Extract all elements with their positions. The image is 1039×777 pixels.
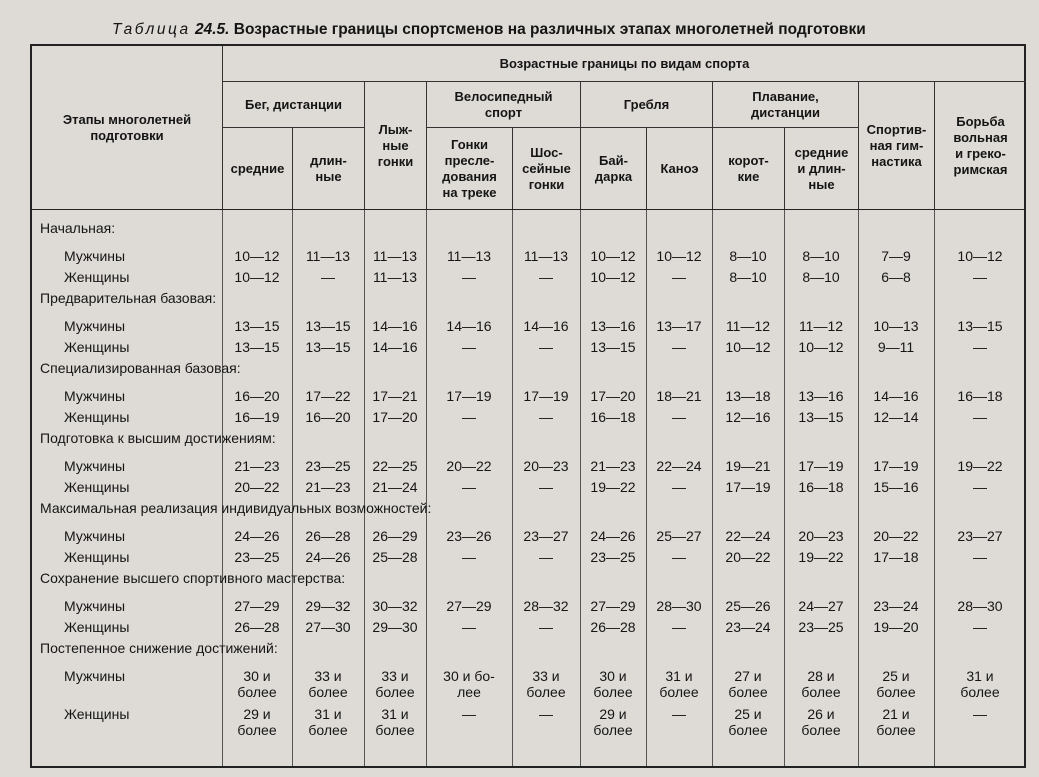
table-cell: 20—22 (234, 479, 280, 495)
table-cell: 26—28 (234, 619, 280, 635)
table-cell: 16—18 (798, 479, 844, 495)
table-cell: 8—10 (729, 269, 767, 285)
table-cell: 17—20 (590, 388, 636, 404)
table-cell: 27—29 (590, 598, 636, 614)
table-cell: 23—24 (725, 619, 771, 635)
table-cell: 10—12 (234, 248, 280, 264)
table-cell: 20—22 (873, 528, 919, 544)
stage-heading: Постепенное снижение достижений: (40, 640, 278, 656)
stage-heading: Сохранение высшего спортивного мастерства: (40, 570, 346, 586)
table-cell: 31 и более (960, 668, 1000, 700)
caption-lead: Таблица (112, 21, 191, 38)
table-cell: 17—19 (725, 479, 771, 495)
header-run: Бег, дистанции (222, 82, 364, 128)
table-cell: 19—21 (725, 458, 771, 474)
table-cell: — (973, 409, 987, 425)
table-cell: 16—20 (305, 409, 351, 425)
table-cell: 30 и более (593, 668, 633, 700)
table-cell: 20—23 (798, 528, 844, 544)
table-cell: 7—9 (881, 248, 911, 264)
table-cell: 17—22 (305, 388, 351, 404)
table-cell: 26—29 (372, 528, 418, 544)
table-cell: — (672, 706, 686, 722)
table-cell: — (462, 409, 476, 425)
table-cell: 24—27 (798, 598, 844, 614)
table-cell: 13—15 (305, 318, 351, 334)
table-cell: — (539, 339, 553, 355)
table-cell: 26—28 (305, 528, 351, 544)
table-cell: 11—12 (725, 318, 771, 334)
stage-heading: Начальная: (40, 220, 116, 236)
table-cell: 33 и более (375, 668, 415, 700)
table-cell: — (672, 339, 686, 355)
table-cell: — (539, 269, 553, 285)
table-cell: — (539, 706, 553, 722)
table-cell: 23—25 (590, 549, 636, 565)
table-cell: 14—16 (523, 318, 569, 334)
table-cell: — (672, 619, 686, 635)
row-label: Мужчины (64, 318, 126, 334)
table-cell: 9—11 (877, 339, 915, 355)
table-cell: 31 и более (659, 668, 699, 700)
table-cell: 13—15 (305, 339, 351, 355)
table-cell: — (672, 549, 686, 565)
table-cell: 23—27 (523, 528, 569, 544)
table-cell: 23—24 (873, 598, 919, 614)
table-cell: 23—26 (446, 528, 492, 544)
table-cell: 21—23 (305, 479, 351, 495)
table-cell: 27—29 (446, 598, 492, 614)
table-header (32, 46, 1024, 209)
table-cell: 26—28 (590, 619, 636, 635)
table-cell: 25—27 (656, 528, 702, 544)
table-cell: 20—22 (446, 458, 492, 474)
table-cell: 19—20 (873, 619, 919, 635)
table-cell: 28 и более (801, 668, 841, 700)
table-cell: 11—13 (523, 248, 569, 264)
table-cell: 11—13 (305, 248, 351, 264)
table-cell: 21—24 (372, 479, 418, 495)
table-cell: 16—20 (234, 388, 280, 404)
table-cell: 14—16 (446, 318, 492, 334)
table-cell: 17—19 (873, 458, 919, 474)
table-cell: — (672, 479, 686, 495)
table-cell: 13—15 (234, 339, 280, 355)
table-cell: 13—15 (798, 409, 844, 425)
table-cell: — (539, 549, 553, 565)
table-cell: 17—20 (372, 409, 418, 425)
table-cell: 13—16 (798, 388, 844, 404)
table-cell: 10—12 (234, 269, 280, 285)
header-cycle-road: Шос- сейные гонки (512, 128, 580, 209)
row-label: Мужчины (64, 598, 126, 614)
table-cell: 30 и бо- лее (443, 668, 495, 700)
table-cell: 16—18 (590, 409, 636, 425)
table-cell: 12—16 (725, 409, 771, 425)
table-cell: 25 и более (876, 668, 916, 700)
table-cell: 10—12 (656, 248, 702, 264)
row-label: Мужчины (64, 528, 126, 544)
header-swim-short: корот- кие (712, 128, 784, 209)
header-cycle: Велосипедный спорт (426, 82, 580, 128)
header-swim: Плавание, дистанции (712, 82, 858, 128)
row-label: Женщины (64, 269, 130, 285)
table-cell: 31 и более (375, 706, 415, 738)
table-cell: 16—18 (957, 388, 1003, 404)
row-label: Женщины (64, 479, 130, 495)
table-cell: 27—29 (234, 598, 280, 614)
table-cell: 13—15 (234, 318, 280, 334)
table-cell: 13—15 (590, 339, 636, 355)
table-cell: 13—16 (590, 318, 636, 334)
table-cell: 16—19 (234, 409, 280, 425)
table-cell: 17—21 (372, 388, 418, 404)
table-cell: — (539, 619, 553, 635)
stage-heading: Максимальная реализация индивидуальных возможностей: (40, 500, 432, 516)
table-cell: 28—32 (523, 598, 569, 614)
header-swim-midlong: средние и длин- ные (784, 128, 858, 209)
header-row: Гребля (580, 82, 712, 128)
table-cell: 25—26 (725, 598, 771, 614)
table-cell: 30 и более (237, 668, 277, 700)
header-cycle-track: Гонки пресле- дования на треке (426, 128, 512, 209)
table-cell: 24—26 (234, 528, 280, 544)
table-cell: — (672, 409, 686, 425)
table-cell: 30—32 (372, 598, 418, 614)
table-cell: 17—19 (798, 458, 844, 474)
table-cell: 22—25 (372, 458, 418, 474)
table-cell: 21 и более (876, 706, 916, 738)
table-cell: — (672, 269, 686, 285)
table-cell: 23—25 (305, 458, 351, 474)
caption-title: Возрастные границы спортсменов на различных этапах многолетней подготовки (233, 21, 866, 38)
row-label: Женщины (64, 549, 130, 565)
table-cell: 11—12 (798, 318, 844, 334)
table-cell: 19—22 (957, 458, 1003, 474)
table (30, 44, 1026, 768)
table-cell: 17—19 (523, 388, 569, 404)
table-cell: — (462, 479, 476, 495)
table-cell: 31 и более (308, 706, 348, 738)
table-cell: — (973, 269, 987, 285)
table-cell: 10—12 (590, 248, 636, 264)
row-label: Мужчины (64, 668, 126, 684)
table-cell: — (539, 409, 553, 425)
table-cell: 6—8 (881, 269, 911, 285)
table-cell: 25 и более (728, 706, 768, 738)
table-cell: 33 и более (526, 668, 566, 700)
table-cell: 10—12 (957, 248, 1003, 264)
table-cell: — (973, 619, 987, 635)
table-cell: — (973, 549, 987, 565)
table-cell: 10—13 (873, 318, 919, 334)
table-cell: 24—26 (305, 549, 351, 565)
stage-heading: Специализированная базовая: (40, 360, 241, 376)
table-cell: 20—22 (725, 549, 771, 565)
header-wrestling: Борьба вольная и греко- римская (934, 82, 1026, 209)
table-cell: 23—25 (798, 619, 844, 635)
table-cell: 29—30 (372, 619, 418, 635)
table-cell: 19—22 (798, 549, 844, 565)
table-cell: — (973, 706, 987, 722)
table-cell: 13—17 (656, 318, 702, 334)
caption-number: 24.5. (194, 21, 230, 38)
table-cell: 21—23 (234, 458, 280, 474)
table-cell: 24—26 (590, 528, 636, 544)
table-cell: — (462, 269, 476, 285)
table-cell: 27—30 (305, 619, 351, 635)
table-cell: 15—16 (873, 479, 919, 495)
table-cell: — (462, 706, 476, 722)
row-label: Женщины (64, 339, 130, 355)
row-label: Мужчины (64, 458, 126, 474)
table-cell: 25—28 (372, 549, 418, 565)
stage-heading: Подготовка к высшим достижениям: (40, 430, 276, 446)
table-cell: 11—13 (446, 248, 492, 264)
table-cell: 29 и более (237, 706, 277, 738)
table-cell: 10—12 (725, 339, 771, 355)
row-label: Женщины (64, 619, 130, 635)
table-cell: — (321, 269, 335, 285)
table-cell: 13—18 (725, 388, 771, 404)
header-row-kayak: Бай- дарка (580, 128, 646, 209)
table-cell: 8—10 (802, 269, 840, 285)
table-cell: 10—12 (798, 339, 844, 355)
table-cell: 14—16 (372, 318, 418, 334)
header-run-mid: средние (222, 128, 292, 209)
table-cell: 28—30 (656, 598, 702, 614)
table-cell: — (462, 619, 476, 635)
table-cell: 27 и более (728, 668, 768, 700)
table-cell: 33 и более (308, 668, 348, 700)
table-cell: 28—30 (957, 598, 1003, 614)
table-cell: — (973, 339, 987, 355)
table-body (32, 210, 1024, 766)
header-run-long: длин- ные (292, 128, 364, 209)
header-ski: Лыж- ные гонки (364, 82, 426, 209)
table-cell: 23—27 (957, 528, 1003, 544)
row-label: Женщины (64, 409, 130, 425)
table-cell: 8—10 (729, 248, 767, 264)
table-cell: 14—16 (873, 388, 919, 404)
header-age-limits: Возрастные границы по видам спорта (222, 46, 1026, 82)
table-caption (112, 20, 1012, 40)
header-gymnastics: Спортив- ная гим- настика (858, 82, 934, 209)
header-stage: Этапы многолетней подготовки (62, 111, 192, 143)
table-cell: — (462, 339, 476, 355)
table-cell: — (973, 479, 987, 495)
table-cell: — (539, 479, 553, 495)
row-label: Мужчины (64, 388, 126, 404)
table-cell: 18—21 (656, 388, 702, 404)
table-cell: 11—13 (372, 248, 418, 264)
table-cell: 20—23 (523, 458, 569, 474)
table-cell: 17—18 (873, 549, 919, 565)
table-cell: 22—24 (656, 458, 702, 474)
table-cell: 10—12 (590, 269, 636, 285)
table-cell: — (462, 549, 476, 565)
stage-heading: Предварительная базовая: (40, 290, 217, 306)
table-cell: 23—25 (234, 549, 280, 565)
row-label: Мужчины (64, 248, 126, 264)
header-row-canoe: Каноэ (646, 128, 712, 209)
table-cell: 12—14 (873, 409, 919, 425)
table-cell: 8—10 (802, 248, 840, 264)
table-cell: 29—32 (305, 598, 351, 614)
table-cell: 22—24 (725, 528, 771, 544)
table-cell: 17—19 (446, 388, 492, 404)
table-cell: 13—15 (957, 318, 1003, 334)
table-cell: 19—22 (590, 479, 636, 495)
table-cell: 14—16 (372, 339, 418, 355)
table-cell: 26 и более (801, 706, 841, 738)
table-cell: 29 и более (593, 706, 633, 738)
row-label: Женщины (64, 706, 130, 722)
table-cell: 21—23 (590, 458, 636, 474)
table-cell: 11—13 (372, 269, 418, 285)
